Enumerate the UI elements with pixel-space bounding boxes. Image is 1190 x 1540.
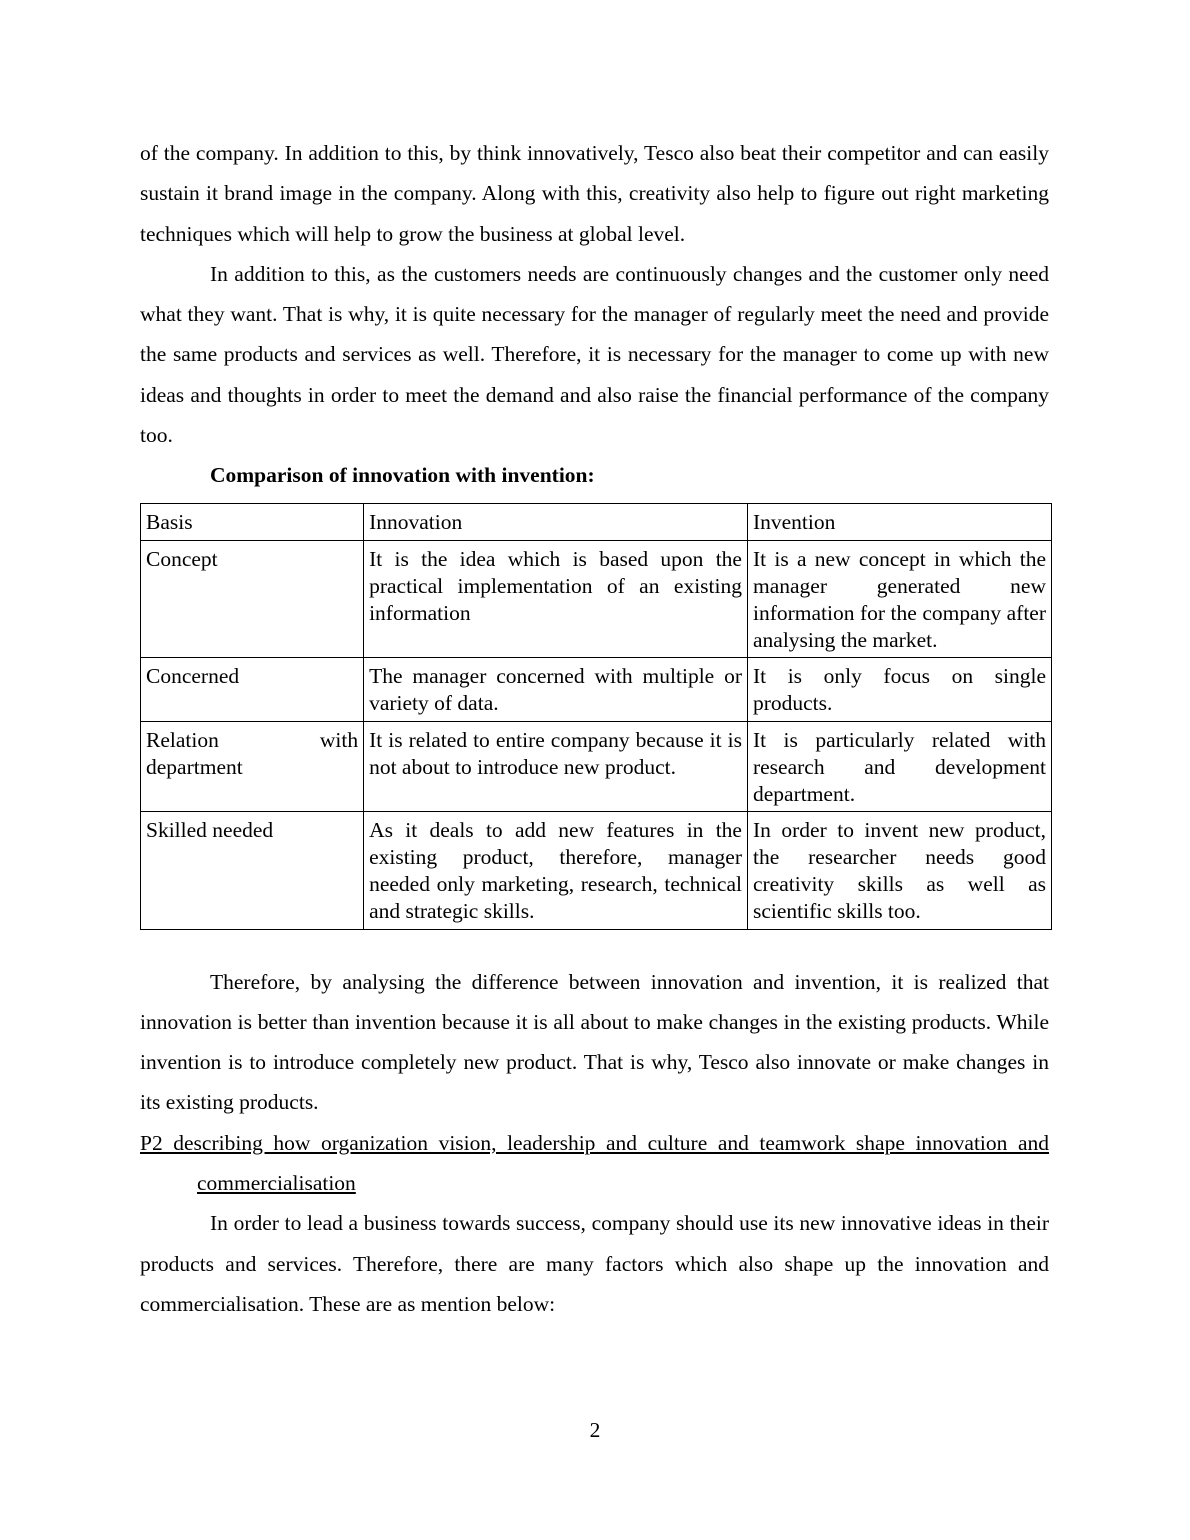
- page-number: 2: [589, 1418, 601, 1442]
- table-cell-innovation: As it deals to add new features in the existing product, therefore, manager needed only marketing, research, technical and strategic skills.: [364, 812, 748, 929]
- table-heading: Comparison of innovation with invention:: [210, 463, 595, 488]
- table-row: [141, 541, 1052, 658]
- paragraph-factors: In order to lead a business towards success, company should use its new innovative ideas in their products and services. Therefore, there are many factors which also shape up the innovation and commercialisation. These are as mention below:: [140, 1211, 1049, 1316]
- document-page: [140, 133, 1049, 1324]
- table-cell-basis: Relation with department: [141, 721, 364, 811]
- paragraph-intro: of the company. In addition to this, by think innovatively, Tesco also beat their competitor and can easily sustain it brand image in the company. Along with this, creativity also help to figure out right marketing techniques which will help to grow the business at global level.: [140, 141, 1049, 246]
- table-header-cell: Basis: [141, 504, 364, 541]
- table-cell-invention: In order to invent new product, the researcher needs good creativity skills as well as scientific skills too.: [747, 812, 1051, 929]
- table-cell-innovation: The manager concerned with multiple or variety of data.: [364, 658, 748, 722]
- section-heading: P2 describing how organization vision, leadership and culture and teamwork shape innovation and commercialisation: [140, 1130, 1049, 1196]
- table-cell-invention: It is particularly related with research and development department.: [747, 721, 1051, 811]
- table-cell-basis: Concept: [141, 541, 364, 658]
- table-header-cell: Invention: [747, 504, 1051, 541]
- table-cell-innovation: It is the idea which is based upon the practical implementation of an existing information: [364, 541, 748, 658]
- table-header-row: [141, 504, 1052, 541]
- table-row: [141, 658, 1052, 722]
- table-header-cell: Innovation: [364, 504, 748, 541]
- table-cell-invention: It is only focus on single products.: [747, 658, 1051, 722]
- paragraph-conclusion: Therefore, by analysing the difference between innovation and invention, it is realized that innovation is better than invention because it is all about to make changes in the existing products. While invention is to introduce completely new product. That is why, Tesco also innovate or make changes in its existing products.: [140, 969, 1049, 1115]
- paragraph-customer-needs: In addition to this, as the customers needs are continuously changes and the customer only need what they want. That is why, it is quite necessary for the manager of regularly meet the need and provide the same products and services as well. Therefore, it is necessary for the manager to come up with new ideas and thoughts in order to meet the demand and also raise the financial performance of the company too.: [140, 261, 1049, 448]
- table-cell-basis: Skilled needed: [141, 812, 364, 929]
- table-cell-innovation: It is related to entire company because it is not about to introduce new product.: [364, 721, 748, 811]
- comparison-table: [140, 503, 1052, 929]
- table-row: [141, 721, 1052, 811]
- table-row: [141, 812, 1052, 929]
- table-cell-invention: It is a new concept in which the manager generated new information for the company after analysing the market.: [747, 541, 1051, 658]
- table-cell-basis: Concerned: [141, 658, 364, 722]
